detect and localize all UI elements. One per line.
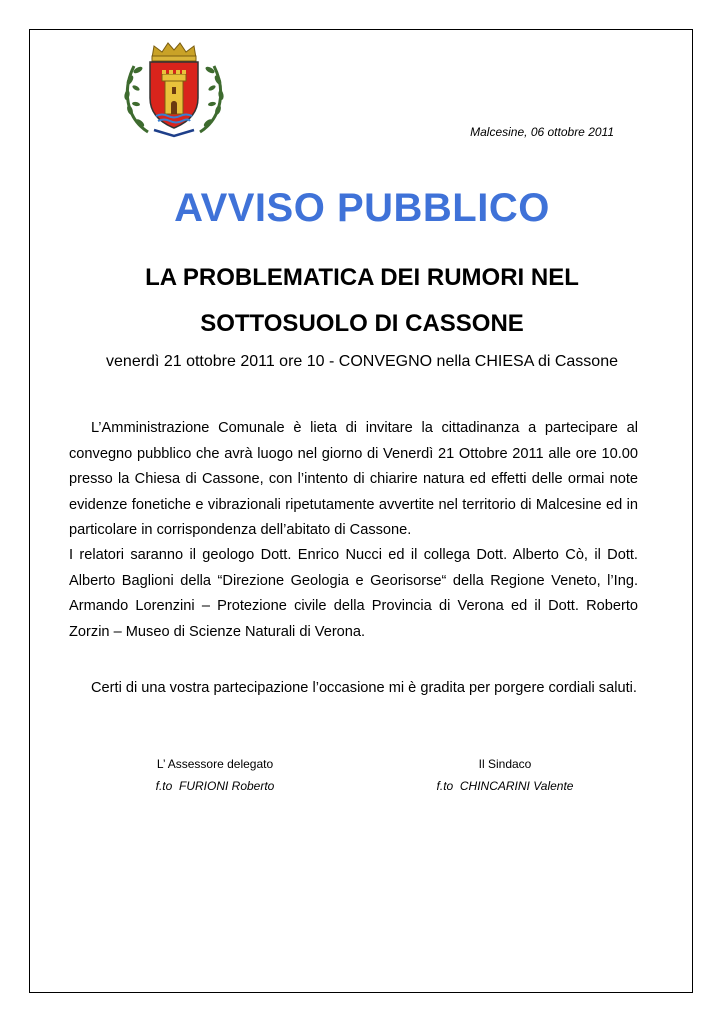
body-paragraph-closing: Certi di una vostra partecipazione l’occasione mi è gradita per porgere cordiali saluti. (91, 680, 637, 696)
event-details: venerdì 21 ottobre 2011 ore 10 - CONVEGNO nella CHIESA di Cassone (106, 353, 618, 370)
subtitle-line-2: SOTTOSUOLO DI CASSONE (200, 310, 524, 337)
body-paragraph-speakers: I relatori saranno il geologo Dott. Enrico Nucci ed il collega Dott. Alberto Cò, il Dott. Alberto Baglioni della “Direzione Geologia e Georisorse“ della Regione Veneto, l’Ing. Armando Lorenzini – Protezione civile della Provincia di Verona ed il Dott. Roberto Zorzin – Museo di Scienze Naturali di Verona. (69, 547, 638, 640)
subtitle-line-1: LA PROBLEMATICA DEI RUMORI NEL (145, 264, 579, 291)
signature-role: L’ Assessore delegato (156, 757, 274, 771)
municipal-coat-of-arms-icon (118, 40, 230, 140)
page-title: AVVISO PUBBLICO (174, 186, 550, 230)
signature-name: f.to CHINCARINI Valente (436, 779, 574, 793)
signature-assessore (130, 753, 300, 797)
body-paragraph-invitation: L’Amministrazione Comunale è lieta di invitare la cittadinanza a partecipare al convegno pubblico che avrà luogo nel giorno di Venerdì 21 Ottobre 2011 alle ore 10.00 presso la Chiesa di Cassone, con l’intento di chiarire natura ed effetti delle ormai note evidenze fonetiche e vibrazionali ripetutamente avvertite nel territorio di Malcesine ed in particolare in corrispondenza dell’abitato di Cassone. (69, 420, 638, 539)
signature-role: Il Sindaco (478, 757, 532, 771)
document-date: Malcesine, 06 ottobre 2011 (470, 125, 614, 139)
signature-sindaco (405, 753, 605, 797)
signature-name: f.to FURIONI Roberto (155, 779, 275, 793)
